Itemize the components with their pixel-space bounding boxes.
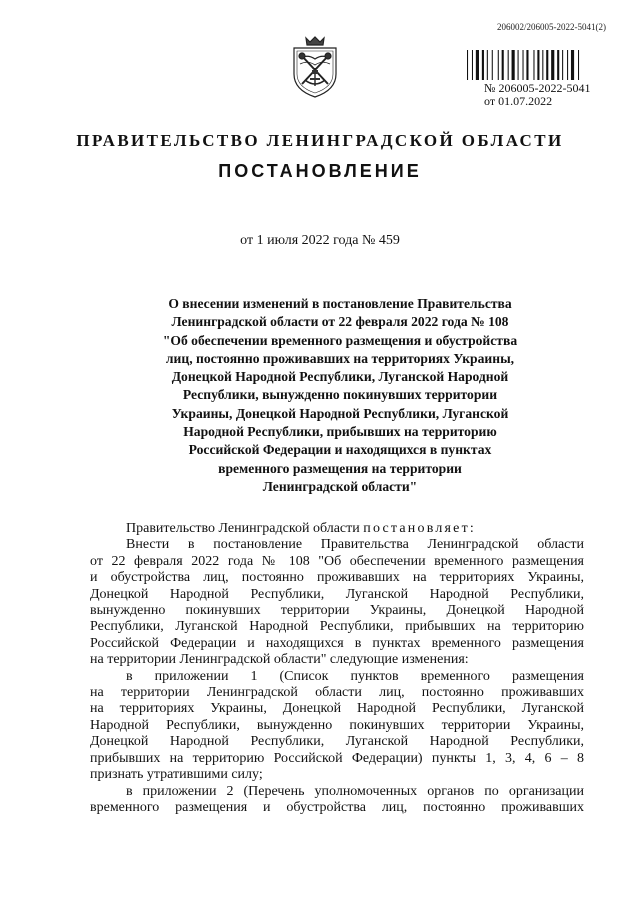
body-line: на территории Ленинградской области лиц, постоянно проживавших bbox=[90, 685, 584, 701]
decree-date-number: от 1 июля 2022 года № 459 bbox=[240, 233, 400, 248]
title-line: лиц, постоянно проживавших на территориях Украины, bbox=[165, 350, 515, 366]
paragraph-amendments bbox=[90, 537, 584, 668]
title-line: Украины, Донецкой Народной Республики, Луганской bbox=[171, 405, 509, 421]
intro-line bbox=[90, 521, 584, 537]
body-line: Донецкой Народной Республики, Луганской Народной Республики, bbox=[90, 586, 584, 602]
body-line: прибывших на территорию Российской Федерации) пункты 1, 3, 4, 6 – 8 bbox=[90, 750, 584, 766]
document-top-code: 206002/206005-2022-5041(2) bbox=[497, 22, 606, 32]
body-line: в приложении 1 (Список пунктов временного размещения bbox=[126, 668, 584, 684]
paragraph-appendix-2 bbox=[90, 784, 584, 817]
decree-title bbox=[130, 295, 550, 496]
body-line: Российской Федерации и находящихся в пунктах временного размещения bbox=[90, 635, 584, 651]
document-type: ПОСТАНОВЛЕНИЕ bbox=[218, 161, 422, 181]
title-line: временного размещения на территории bbox=[218, 460, 462, 476]
body-line: Народной Республики, вынужденно покинувших территории Украины, bbox=[90, 717, 584, 733]
body-line: Внести в постановление Правительства Ленинградской области bbox=[126, 537, 584, 553]
title-line: Республики, вынужденно покинувших территории bbox=[182, 387, 498, 403]
body-line: Республики, Луганской Народной Республики, прибывших на территорию bbox=[90, 619, 584, 635]
title-line: Ленинградской области" bbox=[262, 478, 418, 494]
body-line: на территории Ленинградской области" следующие изменения: bbox=[90, 652, 469, 668]
body-line: признать утратившими силу; bbox=[90, 767, 263, 783]
body-line: вынужденно покинувших территории Украины, Донецкой Народной bbox=[90, 603, 584, 619]
registration-block bbox=[484, 82, 590, 108]
paragraph-appendix-1 bbox=[90, 669, 584, 784]
registration-date: от 01.07.2022 bbox=[484, 94, 553, 108]
decree-body bbox=[90, 521, 584, 816]
body-line: от 22 февраля 2022 года № 108 "Об обеспечении временного размещения bbox=[90, 553, 584, 569]
title-line: О внесении изменений в постановление Правительства bbox=[168, 296, 512, 311]
title-line: Российской Федерации и находящихся в пунктах bbox=[188, 442, 492, 458]
body-line: в приложении 2 (Перечень уполномоченных органов по организации bbox=[126, 783, 584, 799]
body-line: Донецкой Народной Республики, Луганской Народной Республики, bbox=[90, 734, 584, 750]
body-line: временного размещения и обустройства лиц, постоянно проживавших bbox=[90, 799, 584, 815]
title-line: "Об обеспечении временного размещения и обустройства bbox=[162, 332, 518, 348]
registration-number: № 206005-2022-5041 bbox=[484, 81, 591, 95]
barcode-icon bbox=[466, 50, 604, 80]
title-line: Ленинградской области от 22 февраля 2022 года № 108 bbox=[171, 314, 509, 330]
body-line: и обустройства лиц, постоянно проживавших на территориях Украины, bbox=[90, 570, 584, 586]
government-title: ПРАВИТЕЛЬСТВО ЛЕНИНГРАДСКОЙ ОБЛАСТИ bbox=[76, 131, 564, 150]
body-line: на территориях Украины, Донецкой Народной Республики, Луганской bbox=[90, 701, 584, 717]
leningrad-oblast-coat-of-arms-icon bbox=[288, 34, 342, 100]
intro-verb: постановляет: bbox=[363, 521, 476, 536]
title-line: Народной Республики, прибывших на территорию bbox=[183, 424, 497, 440]
intro-prefix: Правительство Ленинградской области bbox=[126, 521, 360, 536]
title-line: Донецкой Народной Республики, Луганской Народной bbox=[171, 369, 509, 385]
